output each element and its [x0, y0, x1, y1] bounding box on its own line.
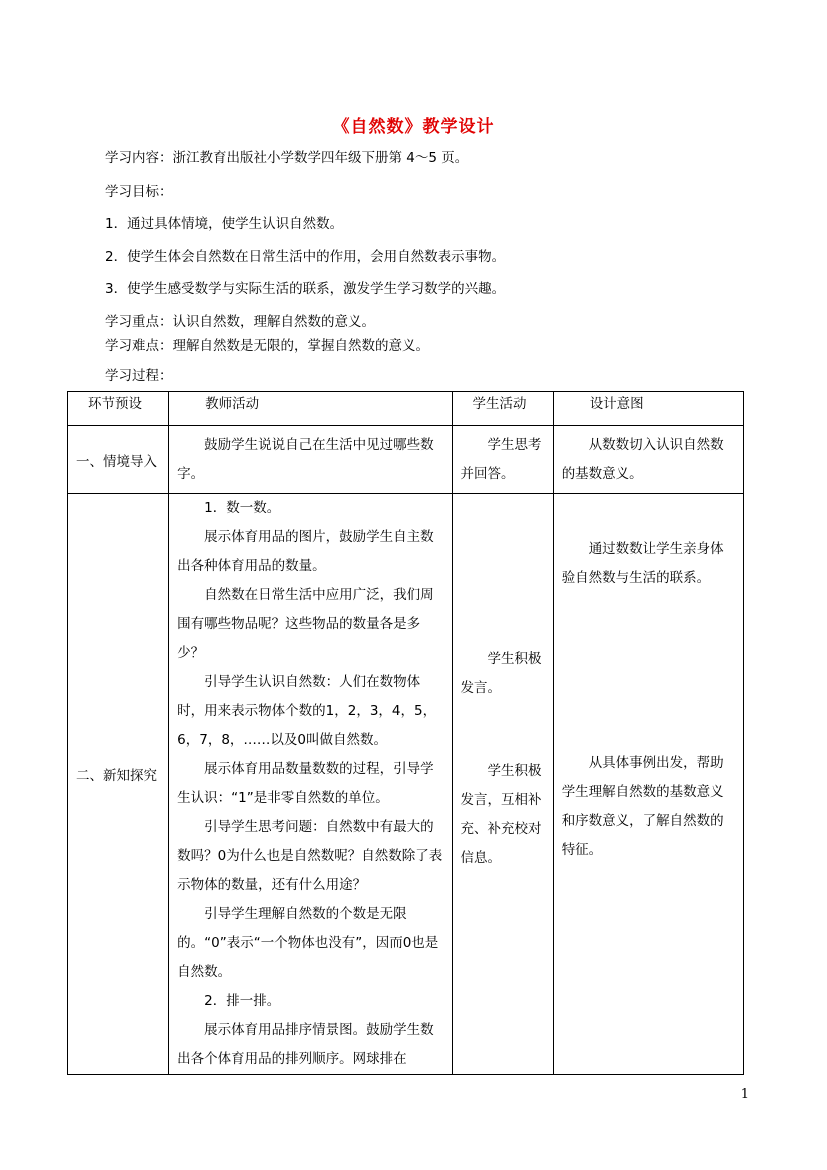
student-text: 学生思考并回答。 [460, 437, 542, 482]
lesson-plan-table [67, 391, 744, 1075]
student-cell [452, 494, 553, 1075]
teacher-text: 展示体育用品的图片，鼓励学生自主数出各种体育用品的数量。 [177, 529, 434, 574]
table-row [68, 426, 744, 494]
header-stage: 环节预设 [68, 392, 169, 426]
header-teacher: 教师活动 [169, 392, 452, 426]
teacher-text: 引导学生认识自然数：人们在数物体时，用来表示物体个数的1，2，3，4，5，6，7，8，……以及0叫做自然数。 [177, 674, 437, 748]
document-title: 《自然数》教学设计 [332, 117, 495, 137]
teacher-text: 鼓励学生说说自己在生活中见过哪些数字。 [177, 437, 434, 482]
stage-cell: 一、情境导入 [68, 426, 169, 494]
header-student: 学生活动 [452, 392, 553, 426]
header-intent: 设计意图 [553, 392, 743, 426]
table-row [68, 494, 744, 1075]
teacher-text: 2．排一排。 [204, 993, 281, 1009]
page-number: 1 [740, 1087, 749, 1102]
teacher-text: 自然数在日常生活中应用广泛，我们周围有哪些物品呢？这些物品的数量各是多少？ [177, 587, 434, 661]
teacher-text: 引导学生理解自然数的个数是无限的。“0”表示“一个物体也没有”，因而0也是自然数。 [177, 906, 439, 980]
stage-cell: 二、新知探究 [68, 494, 169, 1075]
intent-cell [553, 494, 743, 1075]
intent-text: 通过数数让学生亲身体验自然数与生活的联系。 [561, 541, 724, 586]
teacher-text: 引导学生思考问题：自然数中有最大的数吗？0为什么也是自然数呢？自然数除了表示物体的数量，还有什么用途？ [177, 819, 443, 893]
goals-heading: 学习目标： [105, 184, 173, 200]
intent-cell [553, 426, 743, 494]
table-header-row [68, 392, 744, 426]
student-cell [452, 426, 553, 494]
learning-content: 学习内容：浙江教育出版社小学数学四年级下册第 4～5 页。 [105, 150, 469, 166]
student-text: 学生积极发言。 [460, 651, 542, 696]
goal-item: 2．使学生体会自然数在日常生活中的作用，会用自然数表示事物。 [105, 249, 506, 265]
teacher-cell [169, 426, 452, 494]
teacher-text: 展示体育用品排序情景图。鼓励学生数出各个体育用品的排列顺序。网球排在 [177, 1022, 434, 1067]
teacher-text: 展示体育用品数量数数的过程，引导学生认识：“1”是非零自然数的单位。 [177, 761, 434, 806]
student-text: 学生积极发言，互相补充、补充校对信息。 [460, 763, 542, 866]
teacher-cell [169, 494, 452, 1075]
key-point: 学习重点：认识自然数，理解自然数的意义。 [105, 314, 375, 330]
goal-item: 1．通过具体情境，使学生认识自然数。 [105, 216, 344, 232]
process-heading: 学习过程： [105, 368, 173, 384]
teacher-text: 1．数一数。 [204, 500, 281, 516]
intent-text: 从数数切入认识自然数的基数意义。 [561, 437, 724, 482]
goal-item: 3．使学生感受数学与实际生活的联系，激发学生学习数学的兴趣。 [105, 281, 506, 297]
intent-text: 从具体事例出发，帮助学生理解自然数的基数意义和序数意义，了解自然数的特征。 [561, 755, 724, 858]
difficulty: 学习难点：理解自然数是无限的，掌握自然数的意义。 [105, 338, 429, 354]
